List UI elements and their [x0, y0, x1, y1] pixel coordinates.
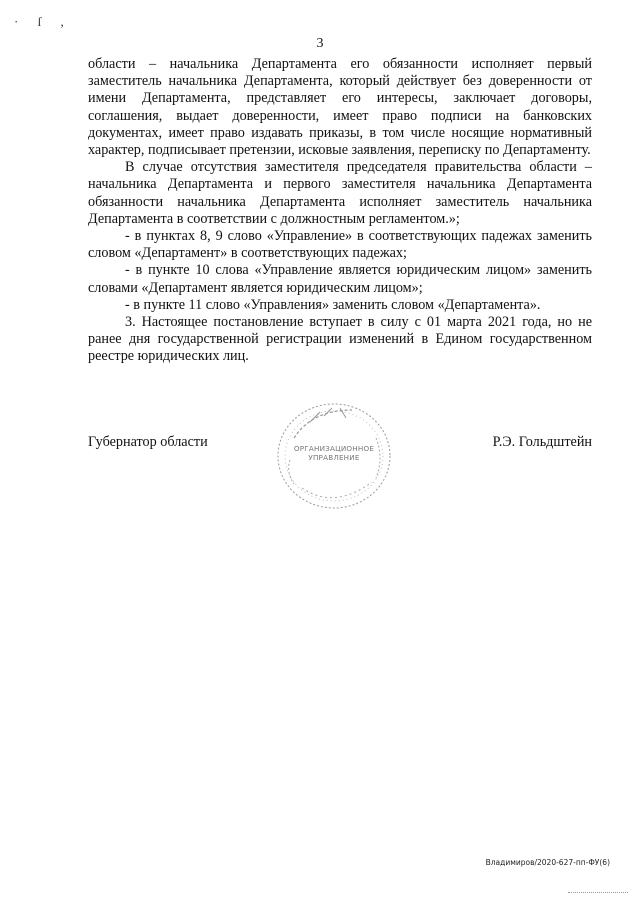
paragraph-4: - в пункте 10 слова «Управление является юридическим лицом» заменить словами «Департамент является юридическим лицом»;: [88, 262, 592, 296]
footer-divider: [568, 892, 628, 895]
paragraph-1: области – начальника Департамента его обязанности исполняет первый заместитель начальника Департамента, который действует без доверенности от имени Департамента, представляет его интересы, заключает договоры, соглашения, выдает доверенности, имеет право подписи на банковских документах, имеет право издавать приказы, в том числе носящие нормативный характер, подписывает претензии, исковые заявления, переписку по Департаменту.: [88, 56, 592, 159]
paragraph-6: 3. Настоящее постановление вступает в силу с 01 марта 2021 года, но не ранее дня государственной регистрации изменений в Едином государственном реестре юридических лиц.: [88, 314, 592, 365]
signatory-name: Р.Э. Гольдштейн: [492, 434, 592, 450]
corner-marks: · ſ ,: [14, 14, 72, 29]
stamp-line-1: ОРГАНИЗАЦИОННОЕ: [293, 444, 375, 453]
official-stamp: [272, 398, 398, 516]
paragraph-5: - в пункте 11 слово «Управления» заменить словом «Департамента».: [125, 296, 541, 313]
page-number: 3: [316, 36, 324, 51]
document-reference-code: Владимиров/2020-627-пп-ФУ(6): [485, 858, 610, 867]
paragraph-2: В случае отсутствия заместителя председателя правительства области – начальника Департамента и первого заместителя начальника Департамента обязанности начальника Департамента исполняет заместитель начальника Департамента в соответствии с должностным регламентом.»;: [88, 159, 592, 227]
stamp-text: [286, 444, 382, 462]
stamp-line-2: УПРАВЛЕНИЕ: [308, 453, 360, 462]
paragraph-3: - в пунктах 8, 9 слово «Управление» в соответствующих падежах заменить словом «Департамент» в соответствующих падежах;: [88, 228, 592, 262]
signatory-title: Губернатор области: [88, 434, 208, 450]
document-body: [88, 56, 592, 366]
